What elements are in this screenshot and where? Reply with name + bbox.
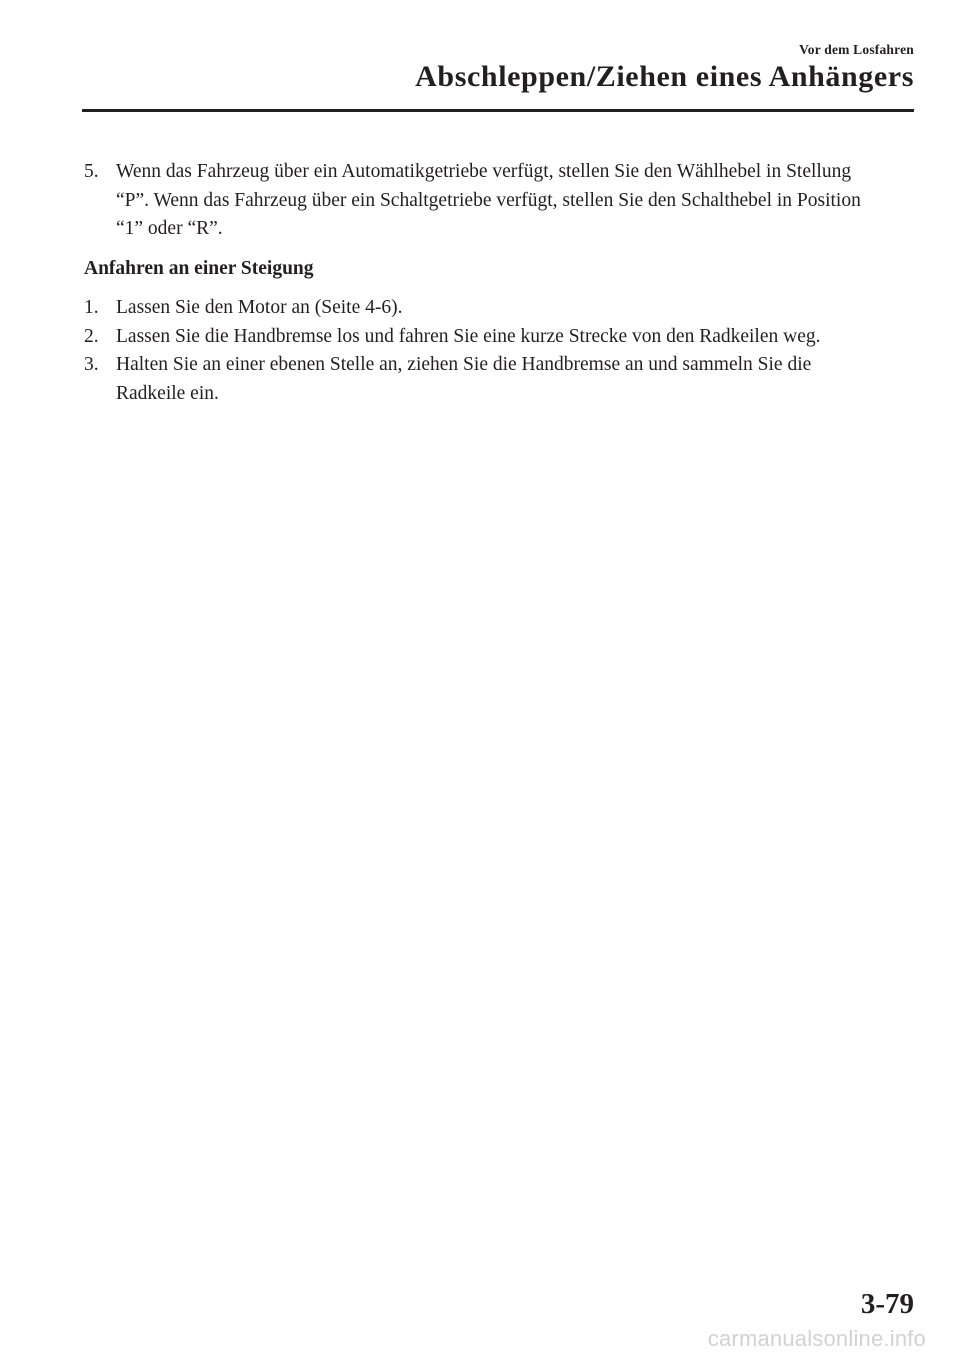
page-title: Abschleppen/Ziehen eines Anhängers bbox=[415, 60, 914, 93]
list-item bbox=[84, 351, 884, 408]
list-item-number: 1. bbox=[84, 297, 99, 318]
main-content bbox=[84, 158, 884, 408]
list-item-number: 5. bbox=[84, 161, 99, 182]
list-item-number: 2. bbox=[84, 325, 99, 347]
list-item bbox=[84, 323, 884, 352]
list-item bbox=[84, 294, 884, 323]
section-label: Vor dem Losfahren bbox=[799, 42, 914, 57]
list-item bbox=[84, 158, 884, 244]
list-item-text: Lassen Sie die Handbremse los und fahren Sie eine kurze Strecke von den Radkeilen weg. bbox=[116, 325, 821, 347]
list-item-text: Halten Sie an einer ebenen Stelle an, ziehen Sie die Handbremse an und sammeln Sie die Radkeile ein. bbox=[116, 354, 812, 404]
page-number: 3-79 bbox=[860, 1288, 914, 1320]
header-divider bbox=[82, 109, 914, 112]
watermark: carmanualsonline.info bbox=[707, 1326, 926, 1351]
subheading: Anfahren an einer Steigung bbox=[84, 257, 314, 279]
list-item-number: 3. bbox=[84, 354, 99, 375]
list-item-text: Wenn das Fahrzeug über ein Automatikgetriebe verfügt, stellen Sie den Wählhebel in Stellung “P”. Wenn das Fahrzeug über ein Schaltgetriebe verfügt, stellen Sie den Schalthebel in Position “1” oder “R”. bbox=[116, 161, 861, 239]
list-item-text: Lassen Sie den Motor an (Seite 4-6). bbox=[116, 297, 403, 318]
